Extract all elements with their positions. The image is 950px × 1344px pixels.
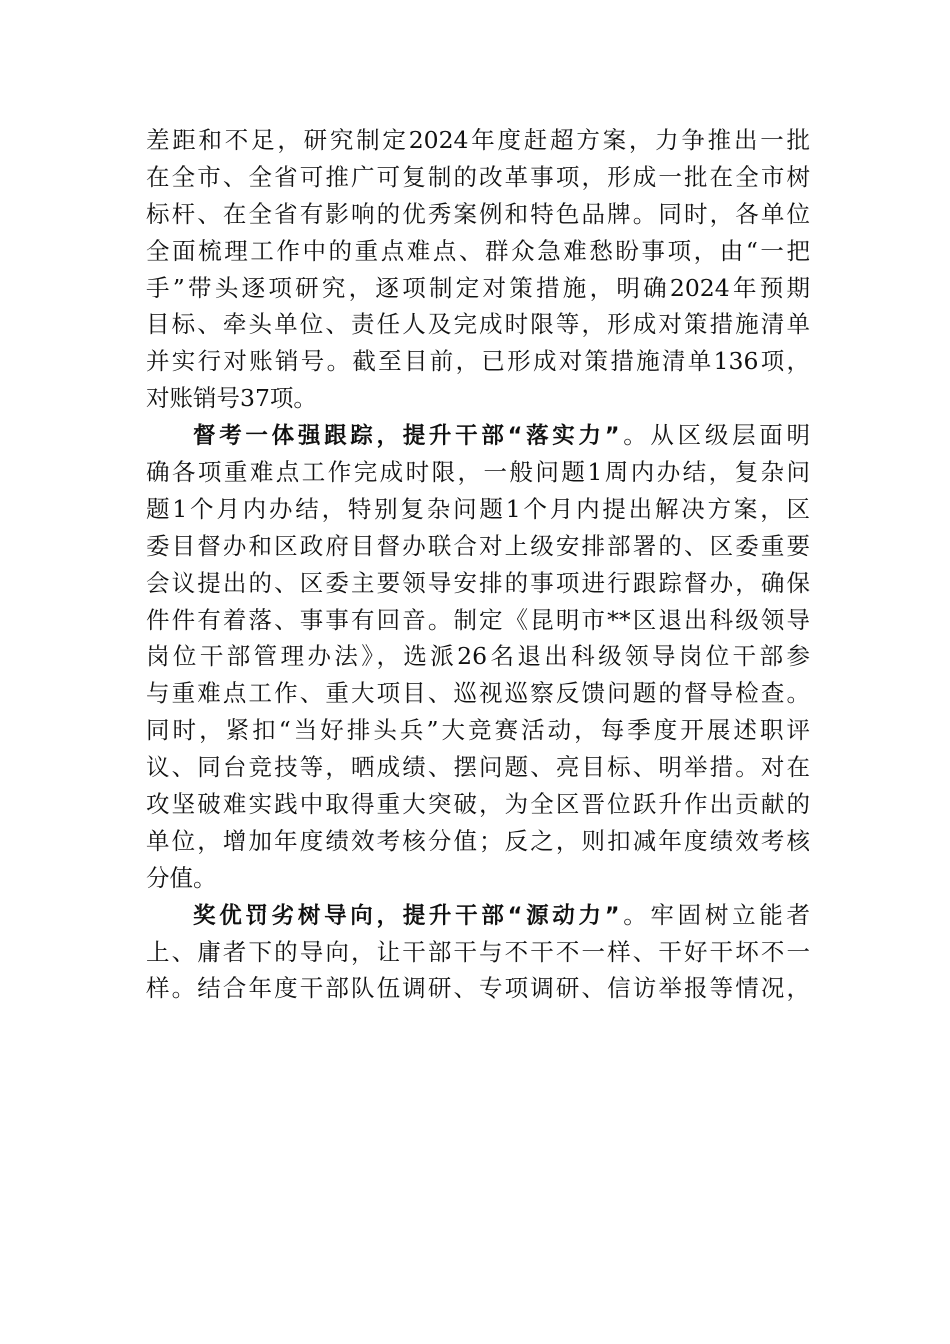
paragraph-1 bbox=[146, 122, 810, 417]
paragraph-3 bbox=[146, 897, 810, 1008]
text-line: 委目督办和区政府目督办联合对上级安排部署的、区委重要 bbox=[146, 531, 810, 560]
text-line: 同时，紧扣“当好排头兵”大竞赛活动，每季度开展述职评 bbox=[146, 716, 810, 745]
heading-continuation: 。从区级层面明 bbox=[619, 421, 810, 450]
text-line: 题1个月内办结，特别复杂问题1个月内提出解决方案，区 bbox=[146, 494, 810, 523]
text-line: 分值。 bbox=[146, 863, 217, 892]
section-heading: 奖优罚劣树导向，提升干部“源动力” bbox=[193, 902, 620, 929]
text-line: 对账销号37项。 bbox=[146, 384, 317, 413]
text-line: 目标、牵头单位、责任人及完成时限等，形成对策措施清单 bbox=[146, 310, 810, 339]
text-line: 样。结合年度干部队伍调研、专项调研、信访举报等情况， bbox=[146, 974, 810, 1003]
text-line: 全面梳理工作中的重点难点、群众急难愁盼事项，由“一把 bbox=[146, 236, 810, 265]
text-line: 差距和不足，研究制定2024年度赶超方案，力争推出一批 bbox=[146, 126, 810, 154]
text-line: 件件有着落、事事有回音。制定《昆明市**区退出科级领导 bbox=[146, 605, 810, 634]
text-line: 单位，增加年度绩效考核分值；反之，则扣减年度绩效考核 bbox=[146, 826, 810, 855]
text-line: 攻坚破难实践中取得重大突破，为全区晋位跃升作出贡献的 bbox=[146, 790, 810, 819]
text-line: 并实行对账销号。截至目前，已形成对策措施清单136项， bbox=[146, 347, 810, 376]
text-line: 确各项重难点工作完成时限，一般问题1周内办结，复杂问 bbox=[146, 458, 810, 487]
text-line: 手”带头逐项研究，逐项制定对策措施，明确2024年预期 bbox=[146, 273, 810, 302]
text-line: 岗位干部管理办法》，选派26名退出科级领导岗位干部参 bbox=[146, 642, 810, 671]
text-line: 议、同台竞技等，晒成绩、摆问题、亮目标、明举措。对在 bbox=[146, 753, 810, 782]
heading-continuation: 。牢固树立能者 bbox=[619, 900, 810, 929]
heading-line bbox=[146, 897, 810, 934]
text-line: 上、庸者下的导向，让干部干与不干不一样、干好干坏不一 bbox=[146, 937, 810, 966]
text-line: 标杆、在全省有影响的优秀案例和特色品牌。同时，各单位 bbox=[146, 199, 810, 228]
document-page bbox=[146, 122, 810, 1007]
paragraph-2 bbox=[146, 417, 810, 897]
heading-line bbox=[146, 417, 810, 454]
text-line: 会议提出的、区委主要领导安排的事项进行跟踪督办，确保 bbox=[146, 568, 810, 597]
section-heading: 督考一体强跟踪，提升干部“落实力” bbox=[193, 423, 620, 450]
text-line: 与重难点工作、重大项目、巡视巡察反馈问题的督导检查。 bbox=[146, 679, 810, 708]
text-line: 在全市、全省可推广可复制的改革事项，形成一批在全市树 bbox=[146, 162, 810, 191]
